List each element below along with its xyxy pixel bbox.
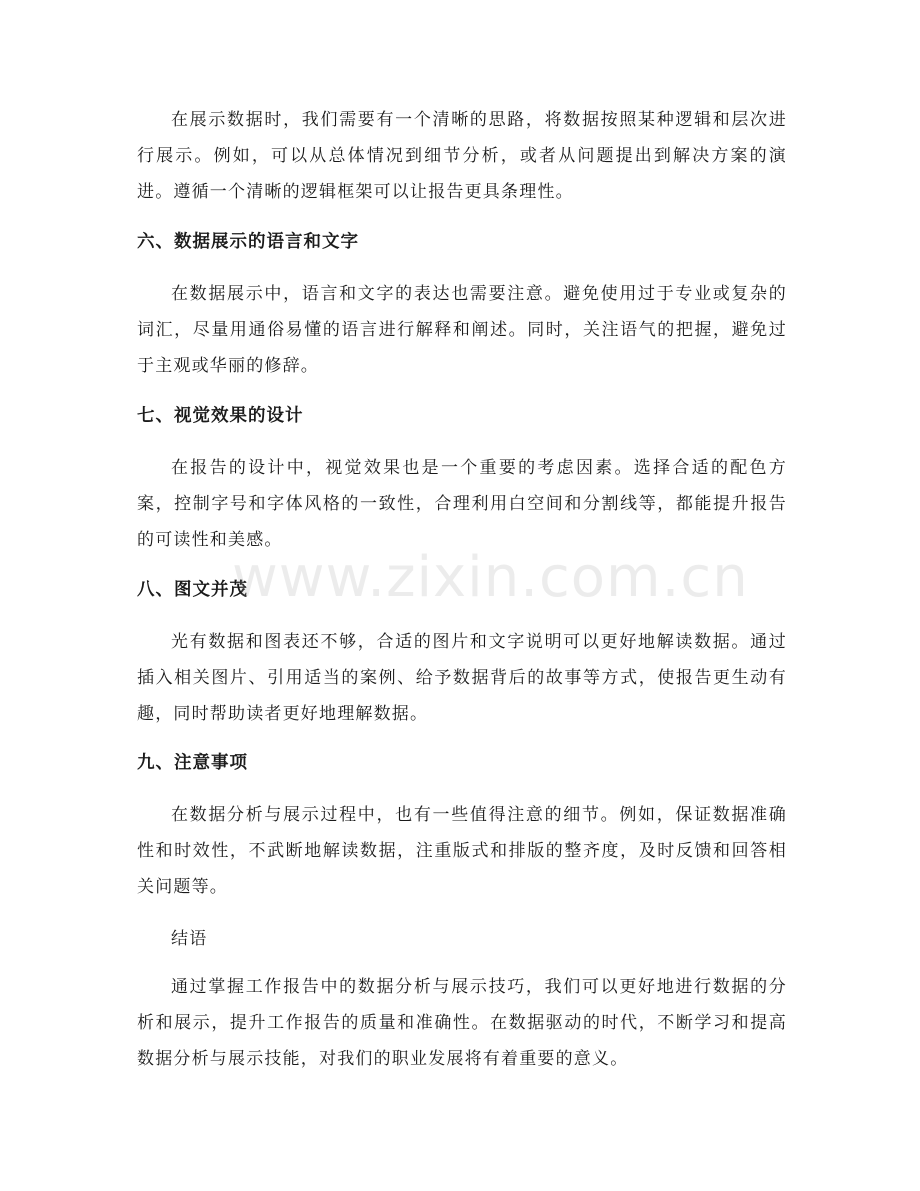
section-heading: 九、注意事项 [137, 753, 248, 773]
watermark: www.zixin.com.cn [232, 545, 749, 610]
closing-label: 结语 [171, 929, 208, 949]
closing-paragraph: 通过掌握工作报告中的数据分析与展示技巧，我们可以更好地进行数据的分析和展示，提升工作报告的质量和准确性。在数据驱动的时代，不断学习和提高数据分析与展示技能，对我们的职业发展将有着重要的意义。 [137, 977, 787, 1069]
section-paragraph: 在报告的设计中，视觉效果也是一个重要的考虑因素。选择合适的配色方案，控制字号和字体风格的一致性，合理利用白空间和分割线等，都能提升报告的可读性和美感。 [137, 458, 787, 550]
section-paragraph: 在数据展示中，语言和文字的表达也需要注意。避免使用过于专业或复杂的词汇，尽量用通俗易懂的语言进行解释和阐述。同时，关注语气的把握，避免过于主观或华丽的修辞。 [137, 284, 787, 376]
closing-label-block [137, 925, 787, 953]
section-heading: 七、视觉效果的设计 [137, 406, 304, 426]
section-7-body [137, 450, 787, 558]
section-8 [137, 576, 787, 604]
section-8-body [137, 624, 787, 732]
section-6-body [137, 276, 787, 384]
section-heading: 八、图文并茂 [137, 580, 248, 600]
section-paragraph: 光有数据和图表还不够，合适的图片和文字说明可以更好地解读数据。通过插入相关图片、引用适当的案例、给予数据背后的故事等方式，使报告更生动有趣，同时帮助读者更好地理解数据。 [137, 632, 787, 724]
section-7 [137, 402, 787, 430]
section-9 [137, 749, 787, 777]
section-6 [137, 228, 787, 256]
intro-paragraph: 在展示数据时，我们需要有一个清晰的思路，将数据按照某种逻辑和层次进行展示。例如，可以从总体情况到细节分析，或者从问题提出到解决方案的演进。遵循一个清晰的逻辑框架可以让报告更具条理性。 [137, 110, 787, 202]
intro-block [137, 102, 787, 210]
section-heading: 六、数据展示的语言和文字 [137, 232, 359, 252]
closing-body [137, 969, 787, 1077]
section-9-body [137, 797, 787, 905]
section-paragraph: 在数据分析与展示过程中，也有一些值得注意的细节。例如，保证数据准确性和时效性，不武断地解读数据，注重版式和排版的整齐度，及时反馈和回答相关问题等。 [137, 805, 787, 897]
